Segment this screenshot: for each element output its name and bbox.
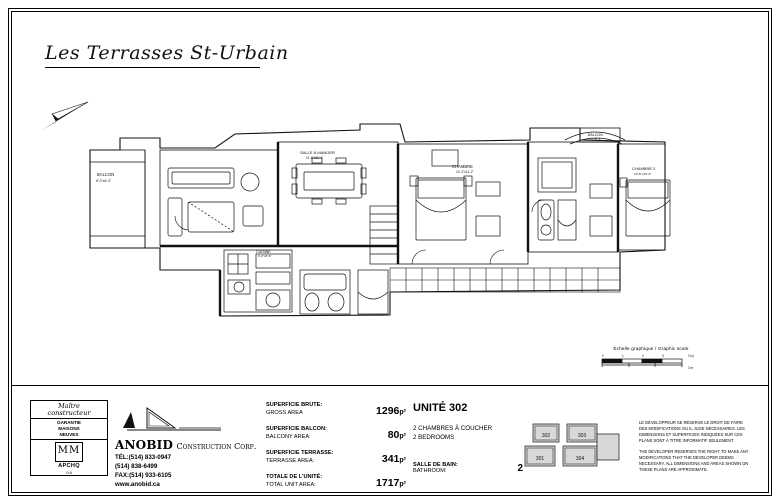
company-website[interactable]: www.anobid.ca xyxy=(115,480,160,488)
area-unit: p² xyxy=(399,457,406,465)
svg-text:302: 302 xyxy=(541,433,551,439)
area-label-fr: SUPERFICIE BALCON: xyxy=(266,426,327,433)
svg-text:3: 3 xyxy=(662,354,664,358)
graphic-scale xyxy=(596,346,706,376)
unit-info xyxy=(413,402,523,443)
company-block xyxy=(115,402,265,490)
area-value xyxy=(382,453,406,465)
area-number: 1296 xyxy=(376,405,400,418)
title-bar xyxy=(11,386,769,493)
area-label-en: TOTAL UNIT AREA: xyxy=(266,481,316,488)
floor-plan-drawing xyxy=(60,120,700,370)
svg-text:9'-0"x8'-6": 9'-0"x8'-6" xyxy=(258,254,272,258)
scale-label: Échelle graphique / Graphic scale xyxy=(613,346,689,351)
company-tel-2: (514) 838-6499 xyxy=(115,462,158,470)
bathroom-count: 2 xyxy=(517,463,523,474)
svg-text:CHAMBRE 2: CHAMBRE 2 xyxy=(632,166,656,171)
title-underline xyxy=(45,67,260,68)
seal-logo-icon: MM xyxy=(55,442,83,462)
area-number: 80 xyxy=(387,429,400,442)
svg-text:3 m: 3 m xyxy=(688,366,694,370)
anobid-sailboat-icon xyxy=(117,402,227,432)
disclaimer-en: THE DEVELOPER RESERVES THE RIGHT TO MAKE ANY MODIFICATIONS THAT THE DEVELOPER DEEMS NECESSARY. ALL DIMENSIONS AND AREAS SHOWN ON THESE PLANS ARE APPROXIMATE. xyxy=(639,448,749,472)
scale-bar-icon xyxy=(596,353,706,371)
svg-text:CUISINE: CUISINE xyxy=(256,250,271,254)
area-row xyxy=(266,402,406,417)
title-block xyxy=(45,42,305,68)
svg-text:BALCON: BALCON xyxy=(588,133,603,137)
svg-text:301: 301 xyxy=(535,456,545,462)
seal-guarantee-2: MAISONS xyxy=(58,425,80,431)
company-contact xyxy=(115,454,265,490)
area-number: 341 xyxy=(381,453,400,466)
svg-text:6'-0"x6'-4": 6'-0"x6'-4" xyxy=(96,179,112,183)
seal-guarantee-1: GARANTIE xyxy=(57,419,81,425)
unit-rooms-en: 2 BEDROOMS xyxy=(413,434,455,442)
key-plan xyxy=(511,416,631,474)
seal-line-1: Maître xyxy=(58,402,80,410)
svg-text:10 p: 10 p xyxy=(688,354,695,358)
disclaimer xyxy=(639,420,751,473)
svg-text:1: 1 xyxy=(622,354,624,358)
unit-rooms-fr: 2 CHAMBRES À COUCHER xyxy=(413,425,493,432)
svg-text:303: 303 xyxy=(577,433,587,439)
area-row xyxy=(266,450,406,465)
seal-guarantee-3: NEUVES xyxy=(59,431,79,437)
area-label-fr: TOTALE DE L'UNITÉ: xyxy=(266,474,323,481)
area-label-en: GROSS AREA xyxy=(266,409,303,416)
company-tel: TÉL:(514) 833-0947 xyxy=(115,454,172,461)
bathroom-label-en: BATHROOM: xyxy=(413,468,447,474)
seal-line-2: constructeur xyxy=(47,408,91,417)
svg-text:11'-6"x11'-4": 11'-6"x11'-4" xyxy=(306,156,324,160)
seal-number: 0.8 xyxy=(66,469,72,475)
svg-text:304: 304 xyxy=(575,456,585,462)
area-label-en: BALCONY AREA: xyxy=(266,433,311,440)
area-label-fr: SUPERFICIE BRUTE: xyxy=(266,402,323,408)
page-title: Les Terrasses St-Urbain xyxy=(45,42,289,64)
area-row xyxy=(266,426,406,441)
area-number: 1717 xyxy=(376,477,400,490)
svg-text:SALLE À MANGER: SALLE À MANGER xyxy=(300,150,335,155)
disclaimer-fr: LE DÉVELOPPEUR SE RÉSERVE LE DROIT DE FAIRE DES MODIFICATIONS OU IL JUGE NÉCESSAIRES. LES DIMENSIONS ET SUPERFICIES INDIQUÉES SUR CES PLANS SONT À TITRE INFORMATIF SEULEMENT. xyxy=(639,420,745,444)
area-label-fr: SUPERFICIE TERRASSE: xyxy=(266,450,334,457)
svg-text:CHAMBRE: CHAMBRE xyxy=(452,164,473,169)
svg-text:10'-6"x10'-4": 10'-6"x10'-4" xyxy=(634,172,652,176)
area-value xyxy=(388,429,406,441)
area-value xyxy=(376,405,406,417)
area-unit: p² xyxy=(399,481,406,489)
svg-text:6'-0"x6'-4": 6'-0"x6'-4" xyxy=(588,137,602,141)
seal-apchq-label: APCHQ xyxy=(58,462,80,469)
bathroom-row xyxy=(413,462,523,474)
svg-text:BALCON: BALCON xyxy=(97,172,115,177)
company-name xyxy=(115,438,265,452)
svg-text:0: 0 xyxy=(602,354,604,358)
bathroom-label-fr: SALLE DE BAIN: xyxy=(413,462,458,468)
company-name-secondary: Construction Corp. xyxy=(176,442,257,451)
svg-text:14'-2"x11'-2": 14'-2"x11'-2" xyxy=(456,170,474,174)
area-summary-table xyxy=(266,402,406,498)
area-unit: p² xyxy=(399,409,406,417)
builder-seal xyxy=(30,400,108,476)
area-row xyxy=(266,474,406,489)
svg-text:2: 2 xyxy=(642,354,644,358)
area-label-en: TERRASSE AREA: xyxy=(266,457,315,464)
company-name-primary: ANOBID xyxy=(115,438,174,452)
company-fax: FAX:(514) 933-6105 xyxy=(115,471,172,479)
area-unit: p² xyxy=(399,433,406,441)
unit-number: UNITÉ 302 xyxy=(413,402,468,414)
area-value xyxy=(376,477,406,489)
